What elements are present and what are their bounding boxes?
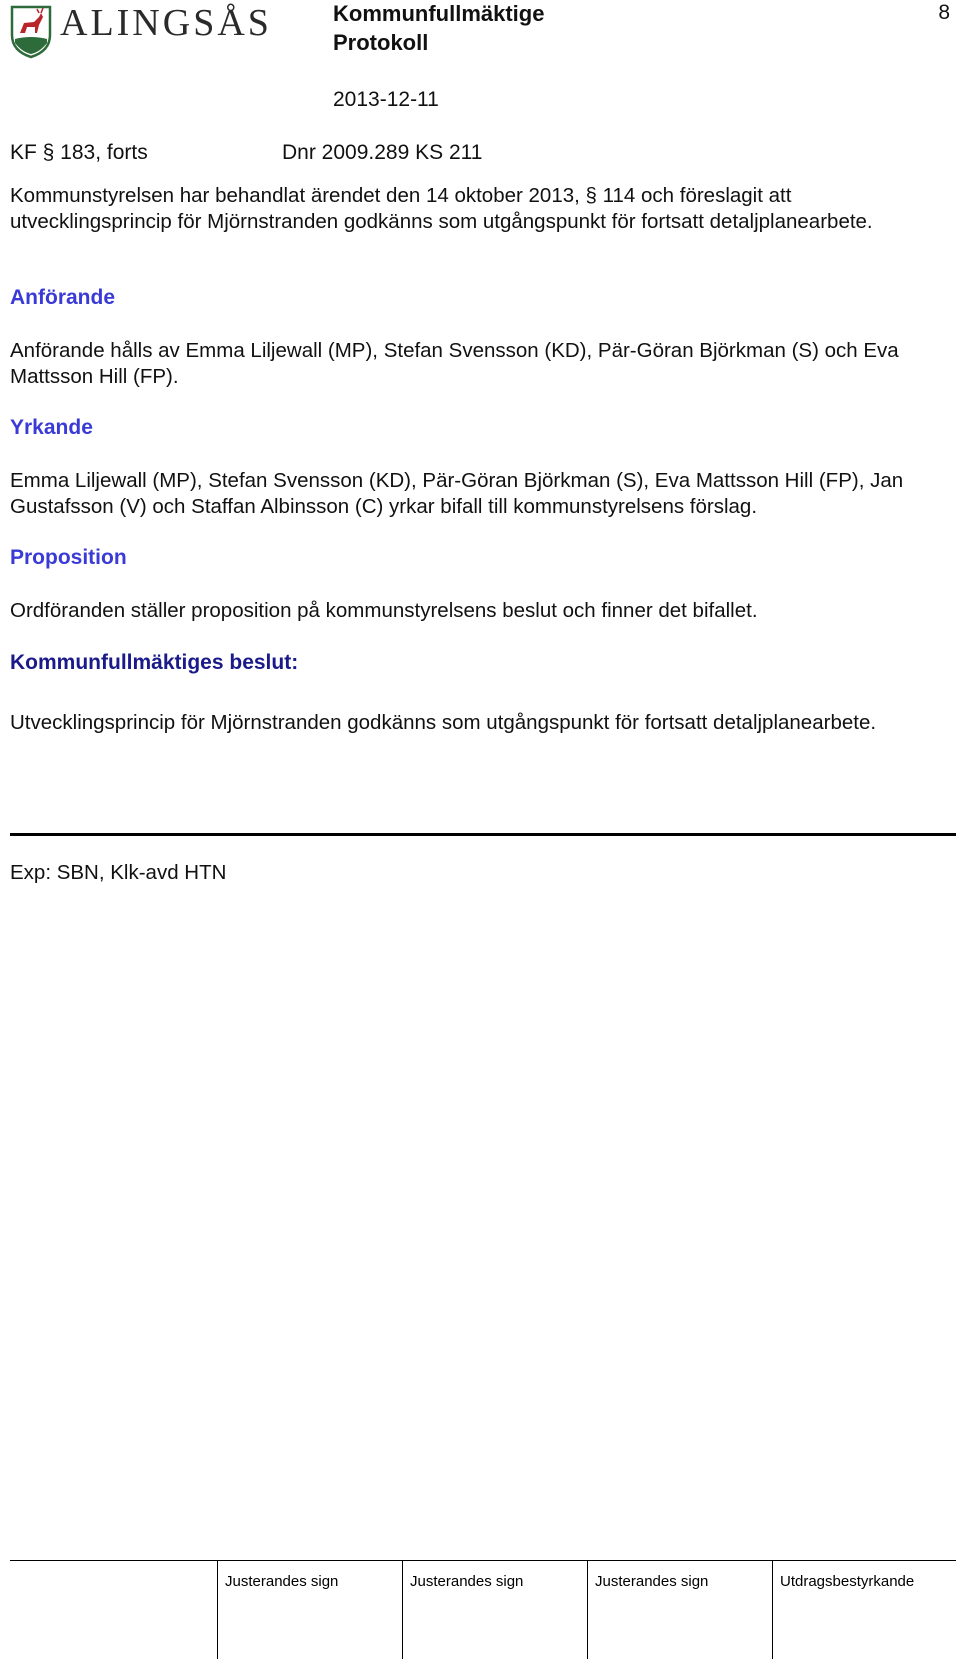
section-text-anforande: Anförande hålls av Emma Liljewall (MP), Stefan Svensson (KD), Pär-Göran Björkman (S) och Eva Mattsson Hill (FP). (10, 339, 899, 388)
signature-cell-3: Justerandes sign (595, 1573, 709, 1590)
signature-divider (772, 1560, 773, 1659)
signature-table (10, 1560, 956, 1659)
reference-line (10, 140, 483, 166)
section-heading-yrkande: Yrkande (10, 416, 93, 439)
section-text-yrkande: Emma Liljewall (MP), Stefan Svensson (KD), Pär-Göran Björkman (S), Eva Mattsson Hill (FP), Jan Gustafsson (V) och Staffan Albinsson (C) yrkar bifall till kommunstyrelsens förslag. (10, 469, 904, 518)
signature-cell-2: Justerandes sign (410, 1573, 524, 1590)
section-text-beslut: Utvecklingsprincip för Mjörnstranden godkänns som utgångspunkt för fortsatt detaljplanearbete. (10, 711, 877, 734)
alingsas-coat-of-arms-icon (10, 5, 52, 59)
diary-number: Dnr 2009.289 KS 211 (282, 141, 483, 164)
signature-cell-1: Justerandes sign (225, 1573, 339, 1590)
section-heading-proposition: Proposition (10, 546, 127, 569)
paragraph-reference: KF § 183, forts (10, 141, 148, 164)
document-subtitle: Protokoll (333, 30, 429, 55)
page-number: 8 (938, 1, 950, 24)
signature-divider (402, 1560, 403, 1659)
expedition-line: Exp: SBN, Klk-avd HTN (10, 861, 227, 884)
divider-rule (10, 833, 956, 836)
section-heading-anforande: Anförande (10, 286, 115, 309)
intro-paragraph: Kommunstyrelsen har behandlat ärendet den 14 oktober 2013, § 114 och föreslagit att utvecklingsprincip för Mjörnstranden godkänns som utgångspunkt för fortsatt detaljplanearbete. (10, 184, 873, 233)
logo-wordmark: ALINGSÅS (60, 2, 272, 44)
document-date: 2013-12-11 (333, 88, 439, 111)
signature-table-border (10, 1560, 956, 1561)
section-text-proposition: Ordföranden ställer proposition på kommunstyrelsens beslut och finner det bifallet. (10, 599, 758, 622)
signature-divider (587, 1560, 588, 1659)
signature-cell-certification: Utdragsbestyrkande (780, 1573, 915, 1590)
document-title: Kommunfullmäktige (333, 1, 545, 26)
section-heading-beslut: Kommunfullmäktiges beslut: (10, 651, 299, 674)
signature-divider (217, 1560, 218, 1659)
